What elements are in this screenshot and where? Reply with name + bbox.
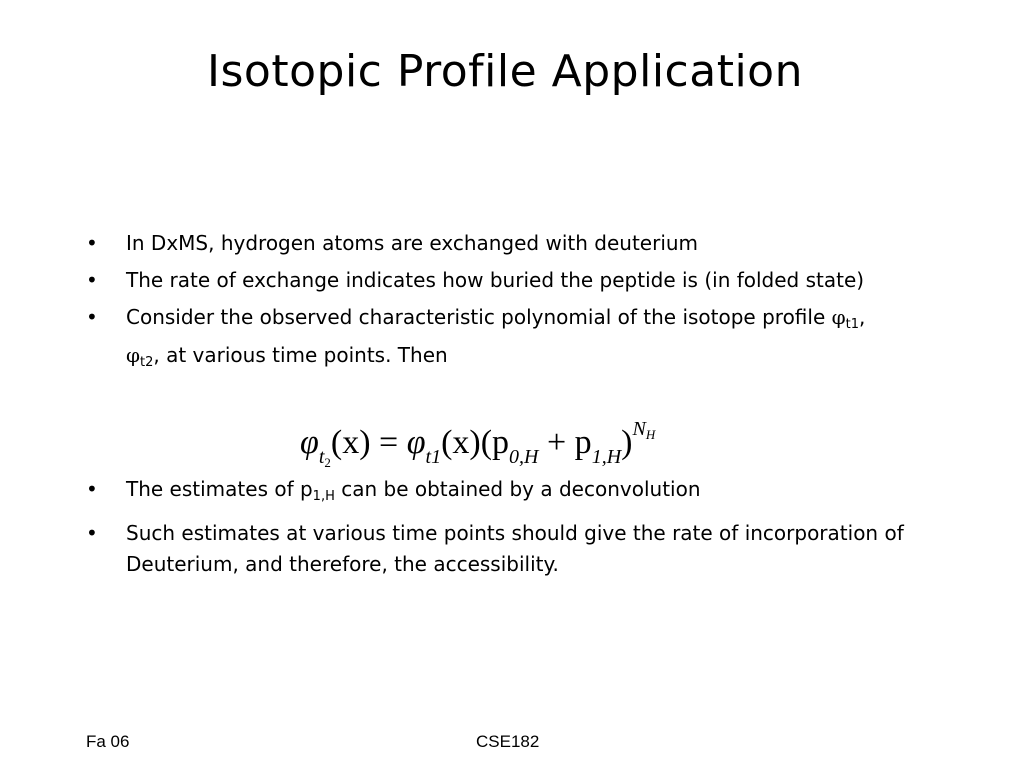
phi-symbol: φ xyxy=(126,343,141,367)
eq-exponent: NH xyxy=(632,418,656,442)
bullet-dot: • xyxy=(86,268,98,292)
bullet-text: Such estimates at various time points should give the rate of incorporation of Deuterium, and therefore, the accessibility. xyxy=(126,521,904,576)
phi-symbol: φ xyxy=(831,305,846,329)
separator: , xyxy=(859,305,866,329)
subscript: t2 xyxy=(140,355,154,370)
bullet-text-prefix: Consider the observed characteristic polynomial of the isotope profile xyxy=(126,305,832,329)
bullet-item xyxy=(84,302,904,378)
bullet-text: In DxMS, hydrogen atoms are exchanged with deuterium xyxy=(126,231,699,255)
bullet-item xyxy=(84,265,904,296)
bullet-text: The rate of exchange indicates how buried the peptide is (in folded state) xyxy=(126,268,865,292)
bullet-dot: • xyxy=(86,231,98,255)
subscript: t1 xyxy=(845,317,860,332)
subscript: 1,H xyxy=(312,489,335,504)
eq-plus: + p xyxy=(538,424,592,461)
bullet-item xyxy=(84,228,904,259)
bullet-text-suffix: can be obtained by a deconvolution xyxy=(334,477,701,501)
eq-subscript: t1 xyxy=(425,446,442,468)
bullet-text-prefix: The estimates of p xyxy=(126,477,313,501)
eq-subscript: 0,H xyxy=(509,446,539,468)
equation xyxy=(300,418,655,471)
bullet-dot: • xyxy=(86,477,98,501)
eq-phi: φ xyxy=(300,424,319,461)
bullet-dot: • xyxy=(86,521,98,545)
bullet-dot: • xyxy=(86,305,98,329)
bullet-text-suffix: , at various time points. Then xyxy=(153,343,448,367)
eq-x: (x) = xyxy=(330,424,407,461)
bullet-item xyxy=(84,474,904,512)
eq-close: ) xyxy=(621,424,633,461)
eq-subscript: t2 xyxy=(318,446,331,470)
bullet-list-top xyxy=(84,228,904,384)
bullet-list-bottom xyxy=(84,474,904,586)
footer-left: Fa 06 xyxy=(86,732,130,751)
footer-center: CSE182 xyxy=(476,732,540,751)
eq-phi: φ xyxy=(406,424,426,461)
slide-title: Isotopic Profile Application xyxy=(207,46,803,97)
eq-subscript: 1,H xyxy=(591,446,622,468)
eq-mid: (x)(p xyxy=(441,424,510,461)
bullet-item xyxy=(84,518,904,580)
